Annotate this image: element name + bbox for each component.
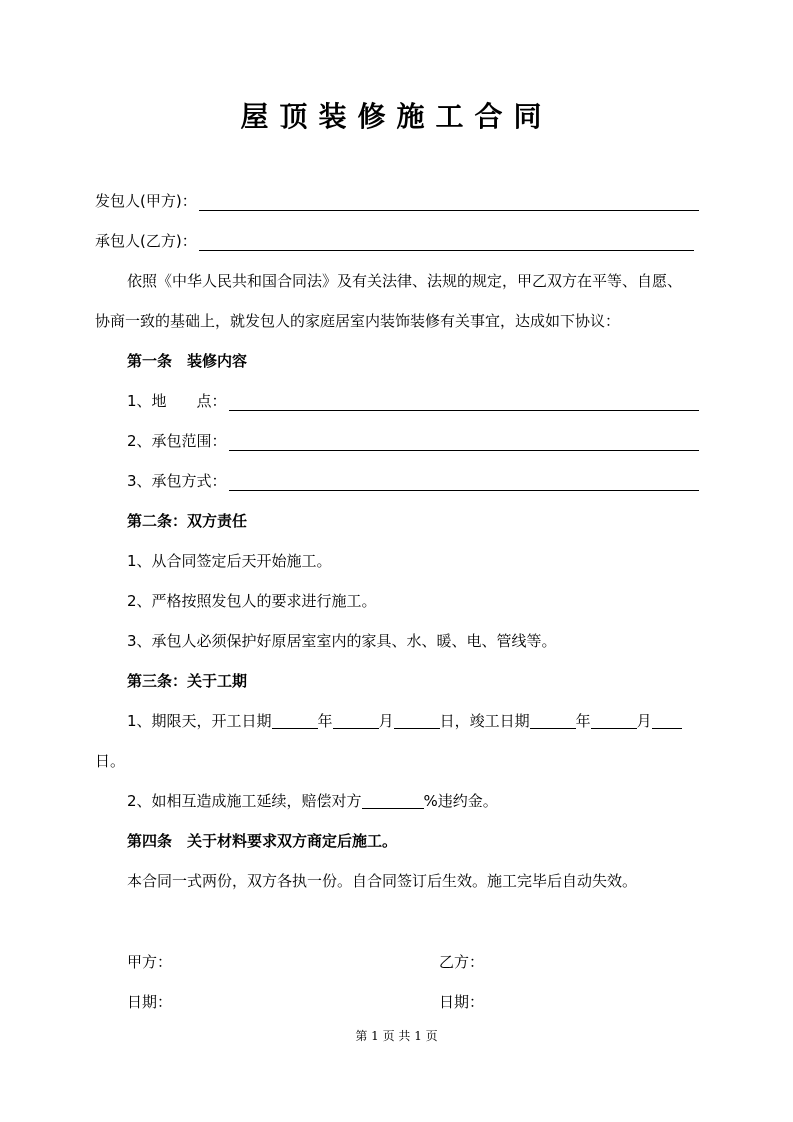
- end-month-field[interactable]: [591, 712, 637, 729]
- party-b-label: 承包人(乙方)：: [95, 232, 197, 250]
- day-label: 日，竣工日期: [439, 712, 530, 730]
- party-b-line: [95, 231, 694, 251]
- page-footer: 第 1 页 共 1 页: [355, 1029, 438, 1043]
- party-b-signature-label: 乙方：: [439, 953, 485, 971]
- intro-line-1: 依照《中华人民共和国合同法》及有关法律、法规的规定，甲乙双方在平等、自愿、: [127, 272, 683, 290]
- document-title: 屋顶装修施工合同: [240, 100, 553, 133]
- party-a-field[interactable]: [199, 193, 699, 211]
- start-year-field[interactable]: [272, 712, 318, 729]
- article-2-heading: 第二条：双方责任: [127, 512, 248, 530]
- method-line: [127, 471, 699, 491]
- party-b-date-label: 日期：: [439, 993, 485, 1011]
- schedule-line-end: 日。: [95, 752, 126, 770]
- intro-line-2: 协商一致的基础上，就发包人的家庭居室内装饰装修有关事宜，达成如下协议：: [95, 312, 621, 330]
- penalty-text: 2、如相互造成施工延续，赔偿对方: [127, 792, 362, 810]
- party-a-label: 发包人(甲方)：: [95, 192, 197, 210]
- end-day-field[interactable]: [652, 712, 682, 729]
- location-line: [127, 391, 699, 411]
- penalty-unit: %违约金。: [423, 792, 498, 810]
- location-label: 1、地 点：: [127, 392, 227, 410]
- article-2-item-2: 2、严格按照发包人的要求进行施工。: [127, 592, 377, 610]
- month-label: 月: [378, 712, 394, 730]
- article-4-text: 本合同一式两份，双方各执一份。自合同签订后生效。施工完毕后自动失效。: [127, 872, 638, 890]
- scope-line: [127, 431, 699, 451]
- party-a-signature-label: 甲方：: [127, 953, 173, 971]
- schedule-line: [127, 711, 699, 731]
- month-label: 月: [636, 712, 652, 730]
- start-month-field[interactable]: [333, 712, 379, 729]
- article-2-item-1: 1、从合同签定后天开始施工。: [127, 552, 332, 570]
- party-a-line: [95, 191, 699, 211]
- article-2-item-3: 3、承包人必须保护好原居室室内的家具、水、暖、电、管线等。: [127, 632, 557, 650]
- article-1-heading: 第一条 装修内容: [127, 352, 248, 370]
- penalty-line: [127, 791, 731, 811]
- party-b-field[interactable]: [199, 233, 694, 251]
- scope-label: 2、承包范围：: [127, 432, 227, 450]
- year-label: 年: [575, 712, 591, 730]
- article-4-heading: 第四条 关于材料要求双方商定后施工。: [127, 832, 398, 850]
- schedule-text: 1、期限天，开工日期: [127, 712, 272, 730]
- start-day-field[interactable]: [394, 712, 440, 729]
- article-3-heading: 第三条：关于工期: [127, 672, 248, 690]
- end-year-field[interactable]: [530, 712, 576, 729]
- method-field[interactable]: [229, 473, 699, 491]
- party-a-date-label: 日期：: [127, 993, 173, 1011]
- location-field[interactable]: [229, 393, 699, 411]
- method-label: 3、承包方式：: [127, 472, 227, 490]
- year-label: 年: [317, 712, 333, 730]
- penalty-percent-field[interactable]: [362, 792, 424, 809]
- scope-field[interactable]: [229, 433, 699, 451]
